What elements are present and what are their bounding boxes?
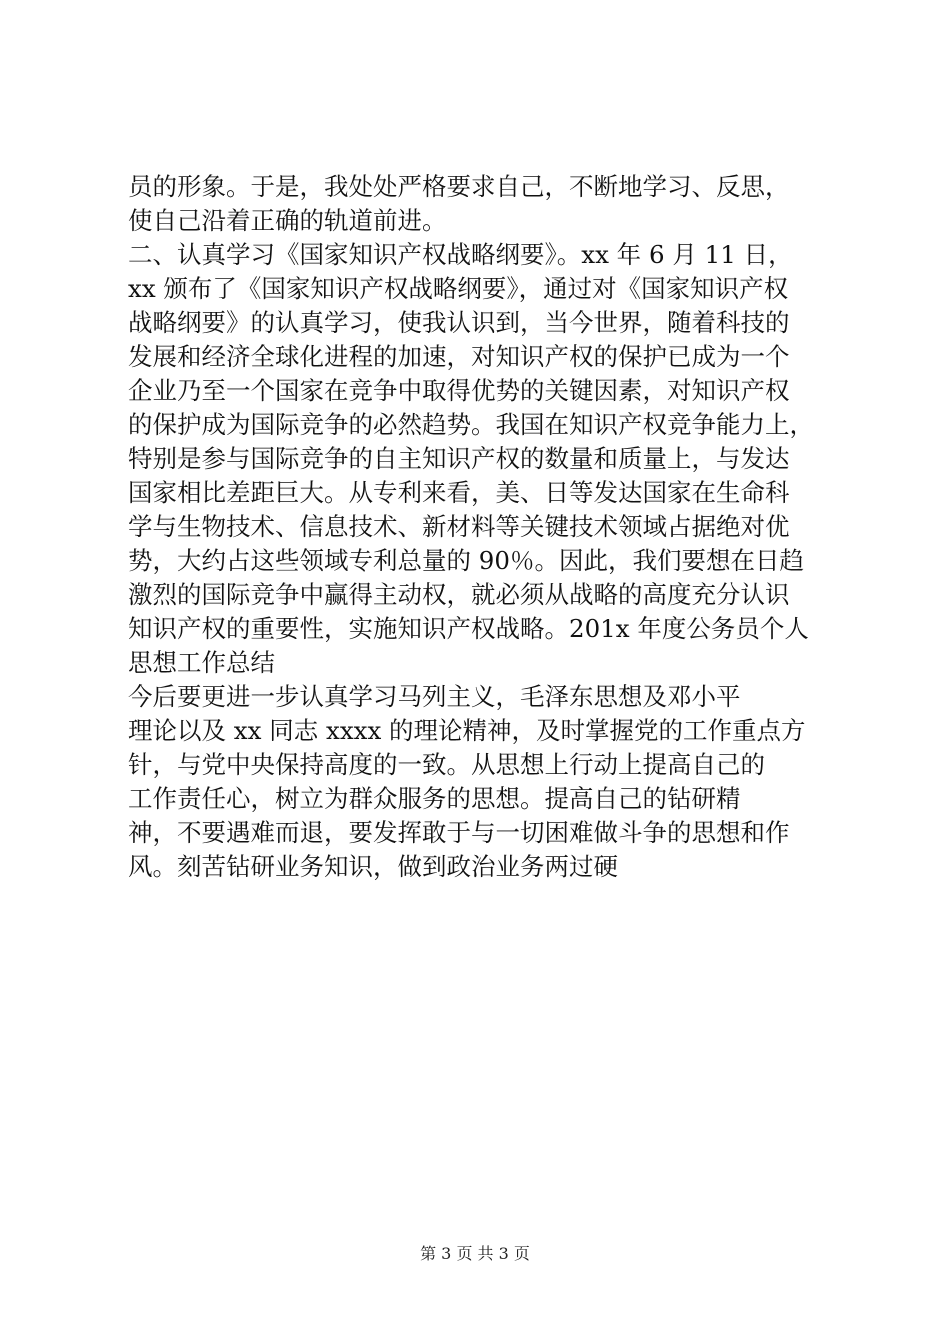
text-line: 企业乃至一个国家在竞争中取得优势的关键因素，对知识产权 — [128, 376, 790, 405]
text-line: 二、认真学习《国家知识产权战略纲要》。xx 年 6 月 11 日， — [128, 240, 793, 269]
text-line: 理论以及 xx 同志 xxxx 的理论精神，及时掌握党的工作重点方 — [128, 716, 806, 745]
text-line: 工作责任心，树立为群众服务的思想。提高自己的钻研精 — [128, 784, 741, 813]
text-line: 神，不要遇难而退，要发挥敢于与一切困难做斗争的思想和作 — [128, 818, 790, 847]
text-line: 发展和经济全球化进程的加速，对知识产权的保护已成为一个 — [128, 342, 790, 371]
text-line: 学与生物技术、信息技术、新材料等关键技术领域占据绝对优 — [128, 512, 790, 541]
text-line: 今后要更进一步认真学习马列主义，毛泽东思想及邓小平 — [128, 682, 741, 711]
text-line: 思想工作总结 — [128, 648, 275, 677]
document-body — [128, 170, 838, 884]
page-number-footer: 第 3 页 共 3 页 — [420, 1244, 530, 1263]
text-line: 的保护成为国际竞争的必然趋势。我国在知识产权竞争能力上， — [128, 410, 814, 439]
text-line: 国家相比差距巨大。从专利来看，美、日等发达国家在生命科 — [128, 478, 790, 507]
text-line: 风。刻苦钻研业务知识，做到政治业务两过硬 — [128, 852, 618, 881]
text-line: xx 颁布了《国家知识产权战略纲要》，通过对《国家知识产权 — [128, 274, 789, 303]
text-line: 战略纲要》的认真学习，使我认识到，当今世界，随着科技的 — [128, 308, 790, 337]
text-line: 针，与党中央保持高度的一致。从思想上行动上提高自己的 — [128, 750, 765, 779]
text-line: 激烈的国际竞争中赢得主动权，就必须从战略的高度充分认识 — [128, 580, 790, 609]
text-line: 势，大约占这些领域专利总量的 90％。因此，我们要想在日趋 — [128, 546, 804, 575]
text-line: 知识产权的重要性，实施知识产权战略。201x 年度公务员个人 — [128, 614, 809, 643]
text-line: 特别是参与国际竞争的自主知识产权的数量和质量上，与发达 — [128, 444, 790, 473]
text-line: 使自己沿着正确的轨道前进。 — [128, 206, 447, 235]
text-line: 员的形象。于是，我处处严格要求自己，不断地学习、反思， — [128, 172, 790, 201]
